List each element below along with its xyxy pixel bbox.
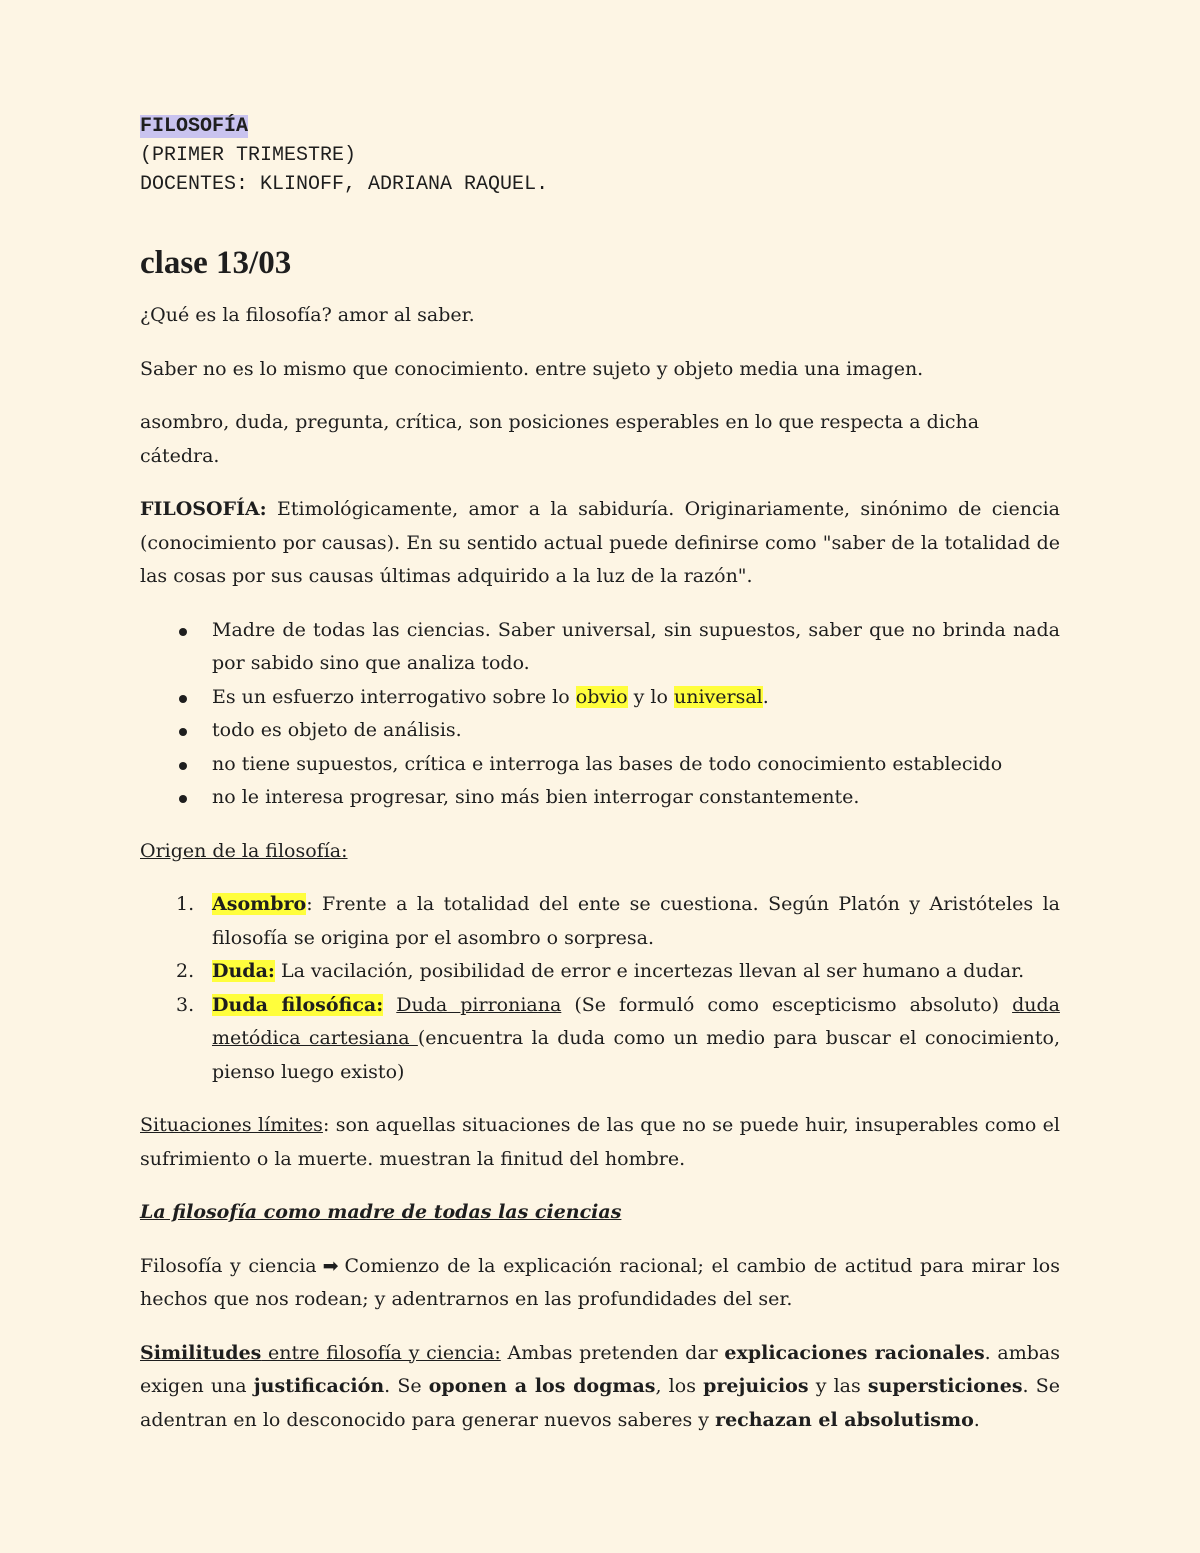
similarities-term-bold: Similitudes	[140, 1341, 262, 1364]
origin-heading-text: Origen de la filosofía:	[140, 839, 348, 862]
bold-phrase: explicaciones racionales	[724, 1341, 985, 1364]
similarities-term-rest: entre filosofía y ciencia:	[261, 1341, 501, 1364]
similarities-text: y las	[808, 1375, 868, 1397]
intro-line-3: asombro, duda, pregunta, crítica, son posiciones esperables en lo que respecta a dicha cátedra.	[140, 411, 980, 467]
intro-line-2: Saber no es lo mismo que conocimiento. entre sujeto y objeto media una imagen.	[140, 357, 924, 380]
limits-paragraph	[140, 1109, 1060, 1176]
document-body	[140, 112, 1060, 1457]
list-item-text: Es un esfuerzo interrogativo sobre lo	[212, 685, 576, 708]
list-item-text: y lo	[627, 685, 674, 708]
origin-term	[212, 994, 383, 1016]
list-item-text: .	[762, 685, 769, 708]
science-text: Comienzo de la explicación racional; el cambio de actitud para mirar los hechos que nos rodean; y adentrarnos en las profundidades del ser.	[140, 1254, 1060, 1310]
limits-term: Situaciones límites	[140, 1114, 323, 1136]
similarities-text: , los	[655, 1375, 704, 1397]
similarities-text: Ambas pretenden dar	[500, 1341, 725, 1364]
class-title: clase 13/03	[140, 245, 292, 281]
similarities-text: . Se	[384, 1375, 429, 1397]
similarities-text: .	[973, 1408, 980, 1431]
list-item: todo es objeto de análisis.	[212, 714, 1060, 748]
definition-text: Etimológicamente, amor a la sabiduría. Originariamente, sinónimo de ciencia (conocimiento por causas). En su sentido actual puede definirse como "saber de la totalidad de las cosas por sus causas últimas adquirido a la luz de la razón".	[140, 498, 1060, 587]
subject-title: FILOSOFÍA	[140, 115, 249, 138]
similarities-text: . Se adentran en lo desconocido para generar nuevos saberes y	[140, 1375, 1060, 1431]
origin-text: (encuentra la duda como un medio para buscar el conocimiento, pienso luego existo)	[212, 1027, 1061, 1083]
section-title	[140, 1196, 1060, 1230]
science-text: Filosofía y ciencia	[140, 1254, 317, 1277]
underlined-term: Duda pirroniana	[396, 993, 562, 1016]
origin-item-duda	[212, 955, 1060, 989]
bold-phrase: rechazan el absolutismo	[715, 1408, 974, 1431]
list-item: no le interesa progresar, sino más bien interrogar constantemente.	[212, 781, 1060, 815]
origin-text: La vacilación, posibilidad de error e incertezas llevan al ser humano a dudar.	[274, 960, 1025, 982]
science-paragraph	[140, 1250, 1060, 1317]
origin-text: (Se formuló como escepticismo absoluto)	[561, 993, 1013, 1016]
origin-heading	[140, 835, 1060, 869]
origin-text	[383, 994, 396, 1016]
similarities-term	[140, 1342, 501, 1364]
intro-line-1: ¿Qué es la filosofía? amor al saber.	[140, 304, 475, 326]
list-item: Madre de todas las ciencias. Saber universal, sin supuestos, saber que no brinda nada por sabido sino que analiza todo.	[212, 614, 1060, 681]
limits-text: : son aquellas situaciones de las que no se puede huir, insuperables como el sufrimiento o la muerte. muestran la finitud del hombre.	[140, 1114, 1060, 1170]
bold-phrase: oponen a los dogmas	[428, 1375, 656, 1397]
bold-phrase: justificación	[253, 1375, 385, 1397]
teachers-label: DOCENTES: KLINOFF, ADRIANA RAQUEL.	[140, 173, 549, 196]
definition-term: FILOSOFÍA:	[140, 498, 267, 520]
right-arrow-icon: ➡	[322, 1254, 339, 1277]
underlined-term: duda metódica cartesiana	[212, 993, 1060, 1049]
doc-header	[140, 112, 1060, 199]
list-item	[212, 681, 1060, 715]
bold-phrase: prejuicios	[703, 1375, 809, 1397]
section-title-text: La filosofía como madre de todas las ciencias	[140, 1201, 622, 1223]
origin-text: : Frente a la totalidad del ente se cuestiona. Según Platón y Aristóteles la filosofía se origina por el asombro o sorpresa.	[212, 893, 1060, 949]
characteristics-list	[140, 614, 1060, 815]
list-item: no tiene supuestos, crítica e interroga las bases de todo conocimiento establecido	[212, 748, 1060, 782]
origin-term-colon: :	[376, 993, 384, 1016]
term-label: (PRIMER TRIMESTRE)	[140, 144, 357, 167]
origin-term: Duda:	[212, 960, 275, 982]
bold-phrase: supersticiones	[867, 1375, 1023, 1397]
similarities-text: . ambas exigen una	[140, 1341, 1060, 1397]
highlight-universal: universal	[673, 685, 763, 708]
similarities-paragraph	[140, 1337, 1060, 1438]
origin-list	[140, 888, 1060, 1089]
definition-paragraph	[140, 493, 1060, 594]
origin-term-text: Duda filosófica	[212, 993, 377, 1016]
origin-item-duda-filosofica	[212, 989, 1060, 1090]
origin-item-asombro	[212, 888, 1060, 955]
origin-term: Asombro	[212, 893, 307, 915]
highlight-obvio: obvio	[575, 685, 628, 708]
